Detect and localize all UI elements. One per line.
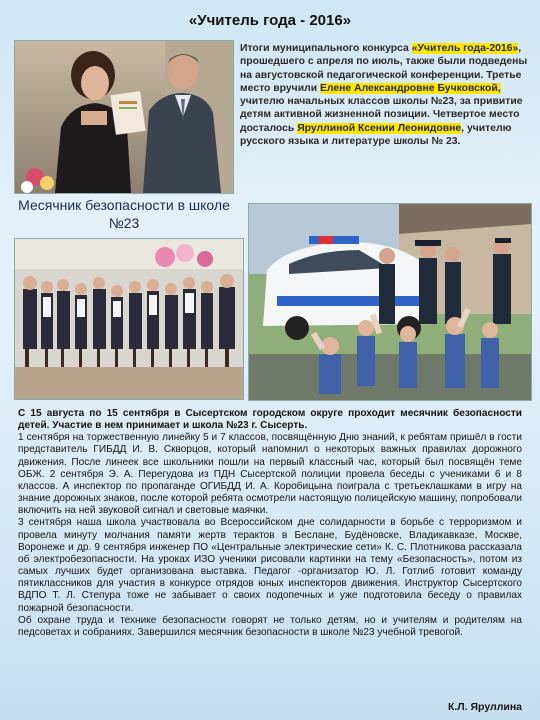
intro-text-part-1: Итоги муниципального конкурса bbox=[240, 43, 412, 54]
contest-results-text bbox=[240, 42, 528, 148]
award-ceremony-photo bbox=[14, 40, 234, 194]
police-visit-photo bbox=[248, 203, 532, 401]
highlight-fourth-place: Яруллиной Ксении Леонидовне bbox=[297, 122, 462, 134]
intro-text-part-2: , прошедшего с апреля по июль, также были подведены на августовской педагогической конференции. Третье место вручили bbox=[240, 43, 528, 94]
intro-text-part-3: учителю начальных классов школы №23, за привитие детям активной жизненной позиции. Четвертое место досталось bbox=[240, 96, 523, 134]
body-paragraph-1: С 15 августа по 15 сентября в Сысертском городском округе проходит месячник безопасности детей. Участие в нем принимает и школа №23 г. Сысерть. bbox=[18, 408, 522, 432]
highlight-contest-name: «Учитель года-2016» bbox=[411, 43, 519, 54]
class-group-photo bbox=[14, 238, 244, 400]
page-title: «Учитель года - 2016» bbox=[188, 12, 352, 29]
section-title: Месячник безопасности в школе №23 bbox=[18, 197, 230, 231]
intro-text-part-4: , учителю русского языка и литературе школы № 23. bbox=[240, 122, 512, 148]
body-paragraph-2: 1 сентября на торжественную линейку 5 и 7 классов, посвящённую Дню знаний, к ребятам пришёл в гости представитель ГИБДД И. В. Скворцов, который напомнил о некоторых важных правилах дорожного движения. После линеек все школьники пошли на первый классный час, который был посвящён теме ОБЖ. 2 сентября Э. А. Перегудова из ПДН Сысертской полиции провела беседы с учениками 6 и 8 классов. А инспектор по пропаганде ОГИБДД И. А. Коробицына поиграла с третьеклашками в игру на знание дорожных знаков, после которой ребята осмотрели настоящую полицейскую машину, попробовали включить на ней звуковой сигнал и световые маячки. bbox=[18, 432, 522, 517]
highlight-third-place: Елене Александровне Бучковской, bbox=[319, 82, 501, 94]
body-paragraph-4: Об охране труда и технике безопасности говорят не только детям, но и учителям и родителям на педсоветах и собраниях. Завершился месячник безопасности в школе №23 учебной тревогой. bbox=[18, 614, 522, 638]
author-signature: К.Л. Яруллина bbox=[447, 701, 522, 713]
body-paragraph-3: 3 сентября наша школа участвовала во Всероссийском дне солидарности в борьбе с терроризмом и провела минуту молчания памяти жертв терактов в Беслане, Будёновске, Владикавказе, Москве, Воронеже и др. 9 сентября инженер ПО «Центральные электрические сети» К. С. Плотникова рассказала об электробезопасности. На уроках ИЗО ученики рисовали картинки на тему «Безопасность», потом из самых лучших будет организована выставка. Педагог -организатор Ю. Л. Готлиб готовит команду пятиклассников для участия в конкурсе отрядов юных инспекторов движения. Инструктор Сысертского ВДПО Т. Л. Степура тоже не забывает о своих подопечных и уже подготовила беседу о правилах пожарной безопасности. bbox=[18, 517, 522, 614]
article-body bbox=[18, 408, 522, 639]
